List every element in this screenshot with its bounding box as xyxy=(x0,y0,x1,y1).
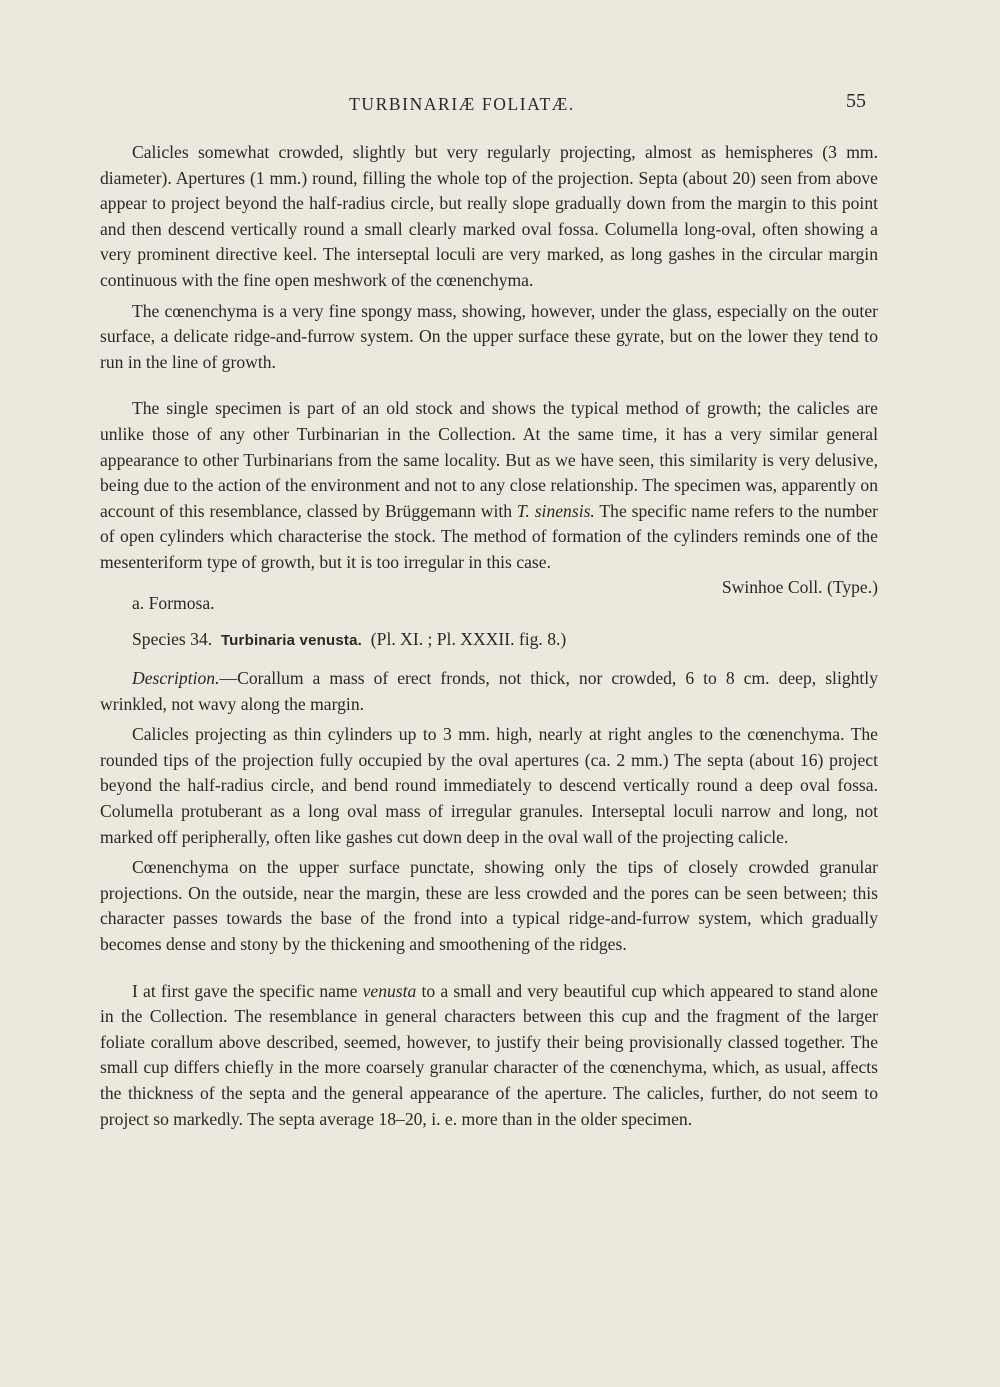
remarks-text-a: The single specimen is part of an old stock and shows the typical method of growth; the calicles are unlike those of any other Turbinarian in the Collection. At the same time, it has a very similar general appearance to other Turbinarians from the same locality. But as we have seen, this similarity is very delusive, being due to the action of the environment and not to any close relationship. The specimen was, apparently on account of this resemblance, classed by Brüggemann with xyxy=(100,398,878,521)
paragraph-description xyxy=(100,666,878,717)
body-text xyxy=(100,140,878,1145)
species-name: Turbinaria venusta. xyxy=(220,631,362,649)
venusta-text-b: to a small and very beautiful cup which appeared to stand alone in the Collection. The resemblance in general characters between this cup and the fragment of the larger foliate corallum above described, seemed, however, to justify their being provisionally classed together. The small cup differs chiefly in the more coarsely granular character of the cœnenchyma, which, as usual, affects the thickness of the septa and the general appearance of the aperture. The calicles, further, do not seem to project so markedly. The septa average 18–20, i. e. more than in the older specimen. xyxy=(100,980,878,1129)
specimen-locality: a. Formosa. xyxy=(132,592,215,613)
paragraph-coenenchyma: The cœnenchyma is a very fine spongy mass, showing, however, under the glass, especially on the outer surface, a delicate ridge-and-furrow system. On the upper surface these gyrate, but on the lower they tend to run in the line of growth. xyxy=(100,300,878,372)
paragraph-venusta-remarks xyxy=(100,979,878,1133)
paragraph-specimen-remarks xyxy=(100,396,878,575)
remarks-text-b: The specific name refers to the number of open cylinders which characterise the stock. The method of formation of the cylinders reminds one of the mesenteriform type of growth, but it is too irregular in this case. xyxy=(100,500,878,572)
specimen-collection: Swinhoe Coll. (Type.) xyxy=(721,576,878,597)
species-plates: (Pl. XI. ; Pl. XXXII. fig. 8.) xyxy=(370,628,567,649)
paragraph-venusta-coenenchyma: Cœnenchyma on the upper surface punctate, showing only the tips of closely crowded granular projections. On the outside, near the margin, these are less crowded and the pores can be seen between; this character passes towards the base of the frond into a typical ridge-and-furrow system, which gradually becomes dense and stony by the thickening and smoothening of the ridges. xyxy=(100,857,878,955)
venusta-text-a: I at first gave the specific name xyxy=(132,980,363,1001)
venusta-name: venusta xyxy=(362,980,417,1001)
paragraph-calicles: Calicles somewhat crowded, slightly but very regularly projecting, almost as hemispheres (3 mm. diameter). Apertures (1 mm.) round, filling the whole top of the projection. Septa (about 20) seen from above appear to project beyond the half-radius circle, but really slope gradually down from the margin to this point and then descend vertically round a small clearly marked oval fossa. Columella long-oval, often showing a very prominent directive keel. The interseptal loculi are very marked, as long gashes in the circular margin continuous with the fine open meshwork of the cœnenchyma. xyxy=(100,142,878,290)
page-number: 55 xyxy=(846,90,866,112)
description-label: Description. xyxy=(132,668,220,689)
species-heading xyxy=(100,627,878,654)
specimen-entry xyxy=(100,576,878,619)
species-number: Species 34. xyxy=(132,628,213,649)
running-title: TURBINARIÆ FOLIATÆ. xyxy=(349,94,575,114)
description-text: —Corallum a mass of erect fronds, not thick, nor crowded, 6 to 8 cm. deep, slightly wrinkled, not wavy along the margin. xyxy=(100,668,878,714)
species-reference: T. sinensis. xyxy=(516,500,595,521)
running-head xyxy=(0,90,1000,124)
paragraph-venusta-calicles: Calicles projecting as thin cylinders up to 3 mm. high, nearly at right angles to the cœnenchyma. The rounded tips of the projection fully occupied by the oval apertures (ca. 2 mm.) The septa (about 16) project beyond the half-radius circle, and bend round immediately to descend vertically round a deep oval fossa. Columella protuberant as a long oval mass of irregular granules. Interseptal loculi narrow and long, not marked off peripherally, often like gashes cut down deep in the oval wall of the projecting calicle. xyxy=(100,724,878,847)
